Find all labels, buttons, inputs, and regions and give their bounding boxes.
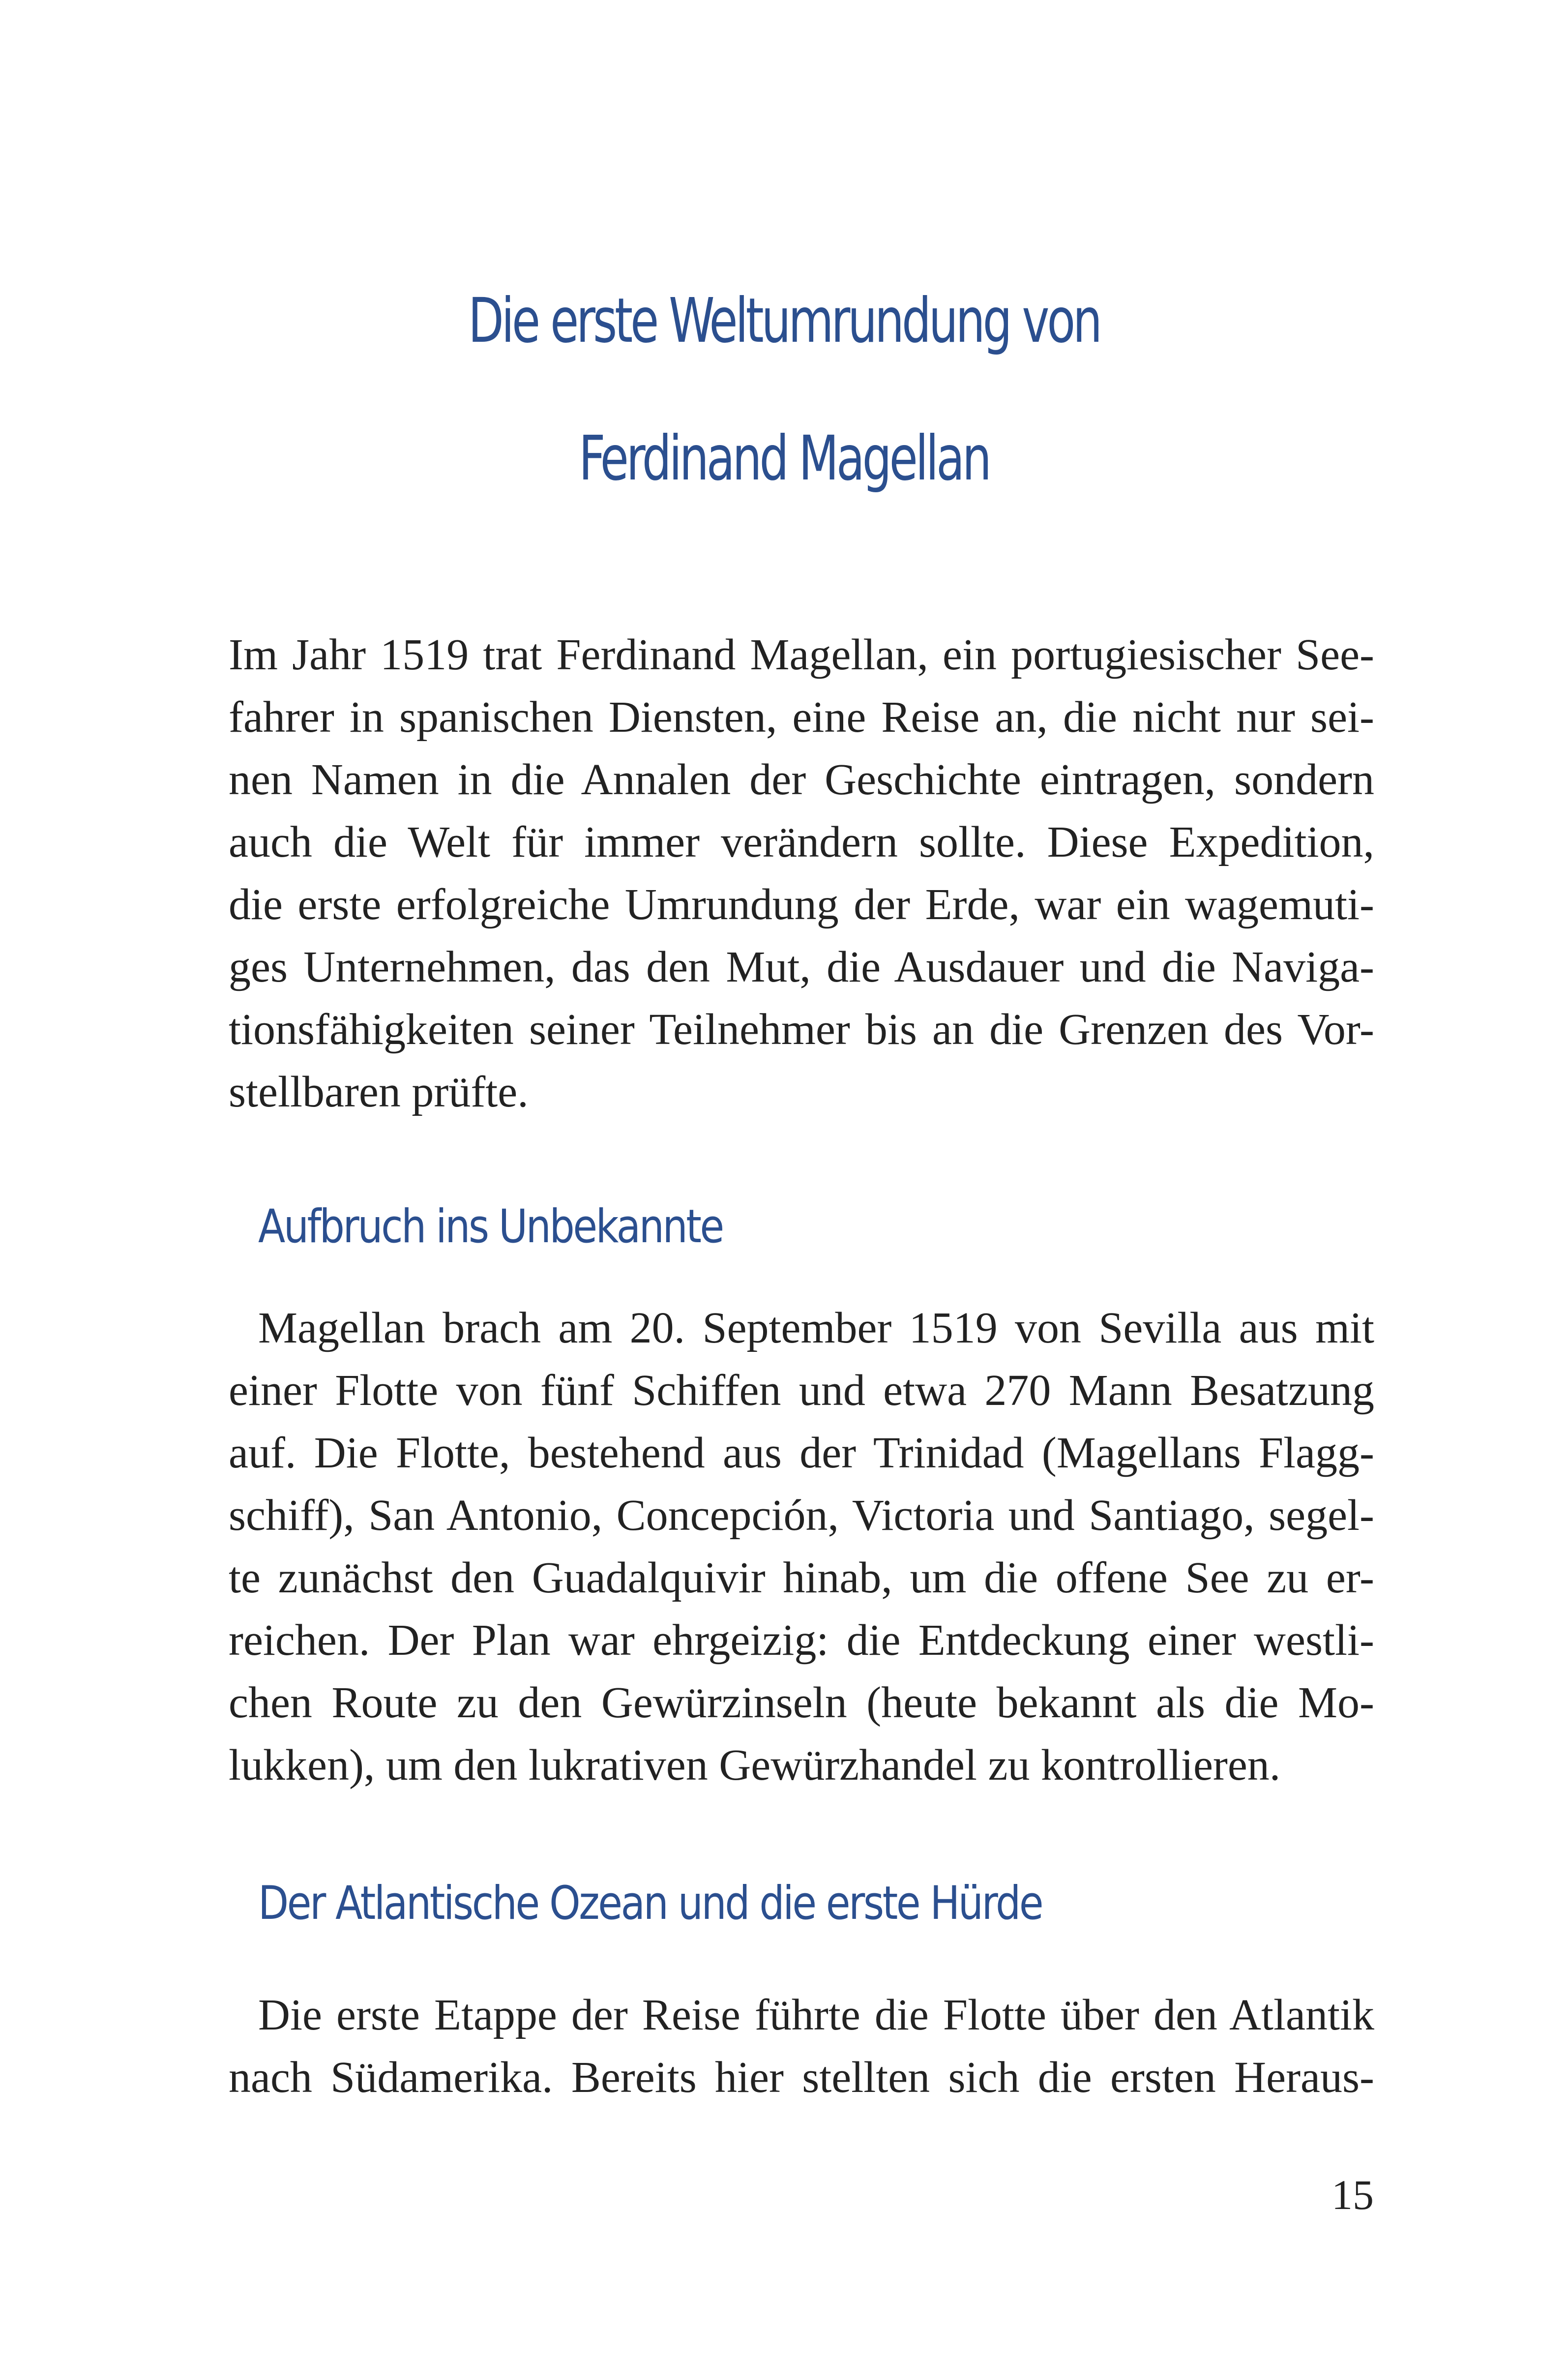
section1-line: reichen. Der Plan war ehrgeizig: die Entdeckung einer westli-	[229, 1616, 1374, 1665]
section2-line: nach Südamerika. Bereits hier stellten sich die ersten Heraus-	[229, 2053, 1374, 2102]
section1-line: auf. Die Flotte, bestehend aus der Trinidad (Magellans Flagg-	[229, 1429, 1374, 1477]
section2-line: Die erste Etappe der Reise führte die Flotte über den Atlantik	[258, 1991, 1374, 2039]
section1-line: einer Flotte von fünf Schiffen und etwa 270 Mann Besatzung	[229, 1366, 1374, 1415]
section1-line: te zunächst den Guadalquivir hinab, um die offene See zu er-	[229, 1553, 1374, 1602]
section1-paragraph	[229, 1297, 1374, 1796]
chapter-title-line-2: Ferdinand Magellan	[579, 423, 989, 494]
intro-line: Im Jahr 1519 trat Ferdinand Magellan, ein portugiesischer See-	[229, 630, 1374, 679]
section1-line: lukken), um den lukrativen Gewürzhandel zu kontrollieren.	[229, 1741, 1281, 1790]
intro-paragraph	[229, 624, 1374, 1123]
intro-line: nen Namen in die Annalen der Geschichte eintragen, sondern	[229, 755, 1374, 804]
section1-line: schiff), San Antonio, Concepción, Victoria und Santiago, segel-	[229, 1491, 1374, 1540]
chapter-title-line-1: Die erste Weltumrundung von	[468, 285, 1100, 357]
intro-line: auch die Welt für immer verändern sollte. Diese Expedition,	[229, 818, 1374, 866]
intro-line: ges Unternehmen, das den Mut, die Ausdauer und die Naviga-	[229, 943, 1374, 991]
intro-line: die erste erfolgreiche Umrundung der Erde, war ein wagemuti-	[229, 880, 1374, 929]
page-number: 15	[1331, 2171, 1374, 2218]
section-heading-aufbruch: Aufbruch ins Unbekannte	[258, 1200, 723, 1254]
section2-paragraph	[229, 1984, 1374, 2109]
intro-line: fahrer in spanischen Diensten, eine Reise an, die nicht nur sei-	[229, 693, 1374, 742]
section1-line: chen Route zu den Gewürzinseln (heute bekannt als die Mo-	[229, 1678, 1374, 1727]
section1-line: Magellan brach am 20. September 1519 von Sevilla aus mit	[258, 1304, 1374, 1352]
intro-line: stellbaren prüfte.	[229, 1068, 529, 1116]
intro-line: tionsfähigkeiten seiner Teilnehmer bis an die Grenzen des Vor-	[229, 1005, 1374, 1054]
section-heading-atlantik: Der Atlantische Ozean und die erste Hürde	[258, 1877, 1042, 1930]
